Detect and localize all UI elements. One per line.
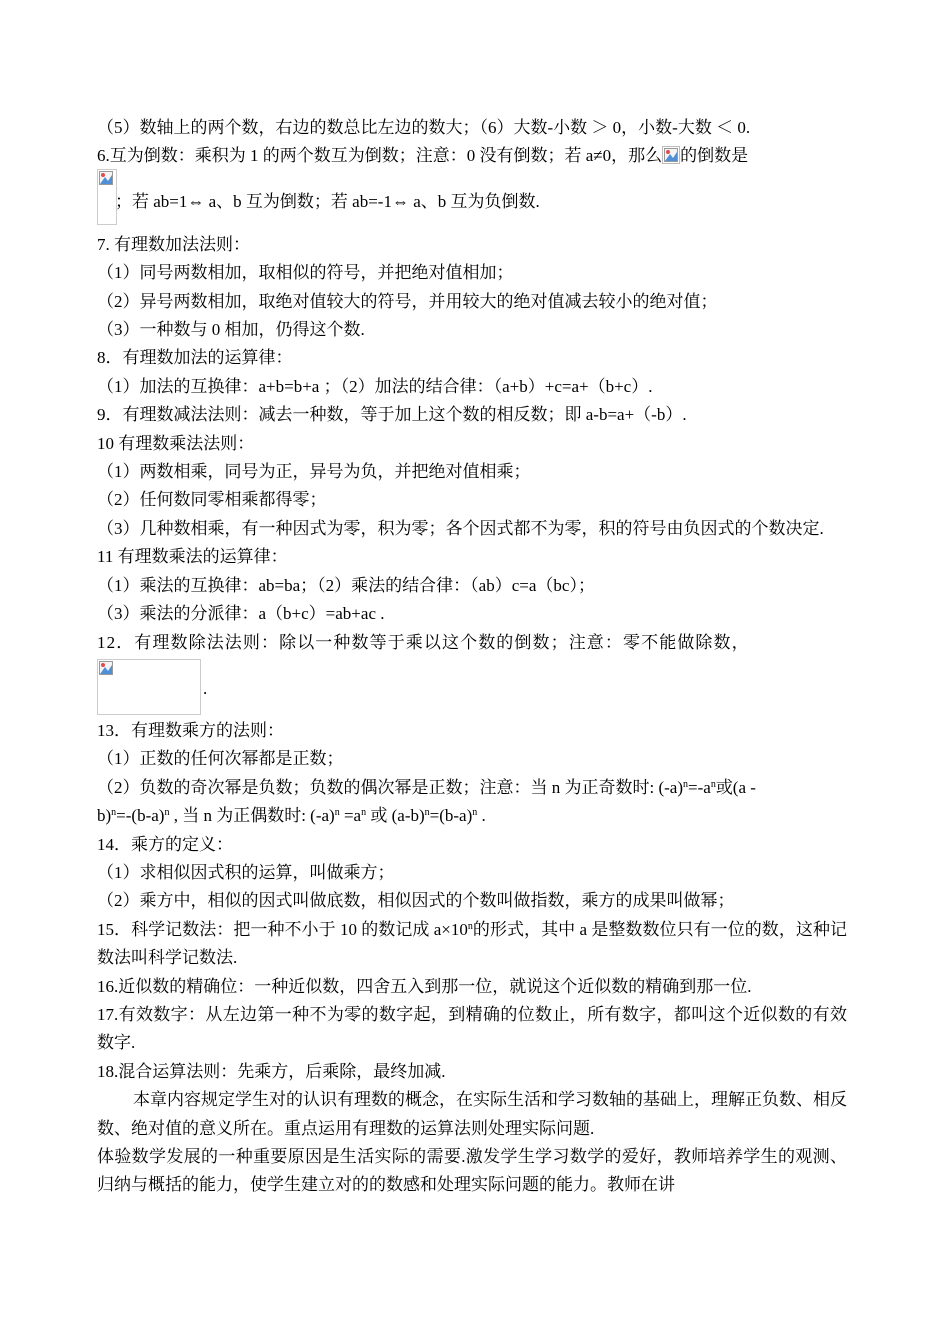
formula-image-placeholder (97, 659, 201, 715)
text-paragraph: 体验数学发展的一种重要原因是生活实际的需要.激发学生学习数学的爱好，教师培养学生的观测、归纳与概括的能力，使学生建立对的的数感和处理实际问题的能力。教师在讲 (97, 1147, 847, 1195)
text-line: 11 有理数乘法的运算律： (97, 547, 288, 567)
superscript: n (424, 807, 430, 819)
text-run: 的形式，其中 a 是整数数位只有一位的数，这种记数法叫科学记数法. (97, 919, 847, 968)
text-line: 14．乘方的定义： (97, 834, 233, 854)
text-line: 12．有理数除法法则：除以一种数等于乘以这个数的倒数；注意：零不能做除数， (97, 632, 750, 652)
superscript: n (334, 807, 340, 819)
text-line: 9．有理数减法法则：减去一种数，等于加上这个数的相反数；即 a-b=a+（-b）. (97, 405, 687, 425)
text-run: . (203, 678, 208, 698)
text-line (97, 657, 847, 717)
text-run: =-a (688, 777, 711, 797)
text-run: =-(b-a) (116, 806, 165, 826)
text-run: =a (339, 806, 362, 826)
text-line (97, 774, 847, 802)
text-run: , 当 n 为正偶数时: (-a) (169, 806, 335, 826)
text-line: 13．有理数乘方的法则： (97, 720, 284, 740)
text-line: 18.混合运算法则：先乘方，后乘除，最终加减. (97, 1061, 446, 1081)
text-line: 8．有理数加法的运算律： (97, 348, 293, 368)
text-line: （2）异号两数相加，取绝对值较大的符号，并用较大的绝对值减去较小的绝对值； (97, 291, 718, 311)
text-line: 16.近似数的精确位：一种近似数，四舍五入到那一位，就说这个近似数的精确到那一位. (97, 976, 752, 996)
text-line: 7. 有理数加法法则： (97, 234, 250, 254)
text-paragraph: （3）几种数相乘，有一种因式为零，积为零；各个因式都不为零，积的符号由负因式的个数决定. (97, 518, 824, 538)
superscript: n (467, 920, 473, 932)
text-paragraph (97, 916, 847, 973)
superscript: n (472, 807, 478, 819)
text-line: （1）两数相乘，同号为正，异号为负，并把绝对值相乘； (97, 462, 531, 482)
superscript: n (111, 807, 117, 819)
superscript: n (164, 807, 170, 819)
text-line: （1）正数的任何次幂都是正数； (97, 749, 344, 769)
superscript: n (710, 778, 716, 790)
text-line: （1）求相似因式积的运算，叫做乘方； (97, 862, 395, 882)
text-line (97, 142, 847, 170)
superscript: n (683, 778, 689, 790)
text-paragraph: 本章内容规定学生对的认识有理数的概念，在实际生活和学习数轴的基础上，理解正负数、相反数、绝对值的意义所在。重点运用有理数的运算法则处理实际问题. (97, 1090, 847, 1138)
text-run: 15．科学记数法：把一种不小于 10 的数记成 a×10 (97, 919, 468, 939)
text-line: （1）乘法的互换律：ab=ba；（2）乘法的结合律：（ab）c=a（bc）； (97, 575, 595, 595)
text-line: （2）任何数同零相乘都得零； (97, 490, 327, 510)
text-run: . (477, 806, 486, 826)
text-line: （1）加法的互换律：a+b=b+a ；（2）加法的结合律：（a+b）+c=a+（b+c）. (97, 376, 653, 396)
text-line: （2）乘方中，相似的因式叫做底数，相似因式的个数叫做指数，乘方的成果叫做幂； (97, 891, 735, 911)
superscript: n (361, 807, 367, 819)
text-run: 的倒数是 (680, 146, 749, 166)
text-line: （3）乘法的分派律：a（b+c）=ab+ac . (97, 604, 385, 624)
text-line: （1）同号两数相加，取相似的符号，并把绝对值相加； (97, 263, 514, 283)
text-line: 10 有理数乘法法则： (97, 433, 255, 453)
formula-image-placeholder (97, 169, 117, 225)
text-line: （3）一种数与 0 相加，仍得这个数. (97, 320, 365, 340)
text-run: ；若 ab=1⇔ a、b 互为倒数；若 ab=-1⇔ a、b 互为负倒数. (115, 191, 540, 211)
text-paragraph: 17.有效数字：从左边第一种不为零的数字起，到精确的位数止，所有数字，都叫这个近似数的有效数字. (97, 1004, 847, 1053)
text-line (97, 171, 847, 231)
text-run: （2）负数的奇次幂是负数；负数的偶次幂是正数；注意：当 n 为正奇数时: (-a) (97, 777, 684, 797)
text-run: 或(a - (715, 777, 756, 797)
text-line: （5）数轴上的两个数，右边的数总比左边的数大；（6）大数-小数 ＞ 0，小数-大数 ＜ 0. (97, 118, 751, 137)
text-run: 或 (a-b) (366, 806, 425, 826)
document-body (97, 114, 847, 1200)
text-line (97, 802, 847, 830)
text-run: b) (97, 806, 112, 826)
text-run: =(b-a) (429, 806, 473, 826)
text-run: 6.互为倒数：乘积为 1 的两个数互为倒数；注意：0 没有倒数；若 a≠0，那么 (97, 146, 663, 166)
broken-image-icon (662, 146, 680, 164)
